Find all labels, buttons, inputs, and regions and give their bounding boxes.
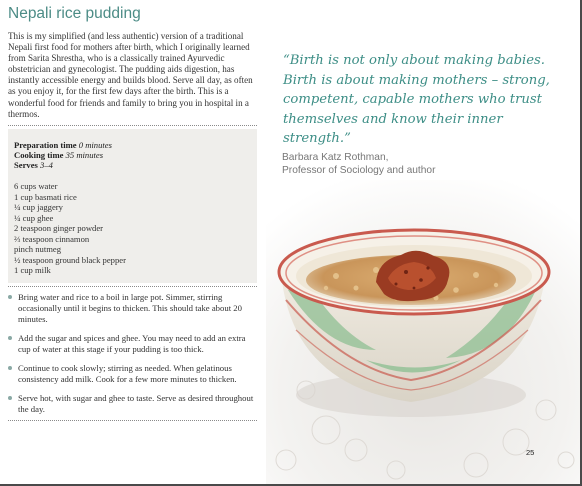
ingredient-item: pinch nutmeg bbox=[14, 244, 62, 254]
bullet-icon bbox=[8, 396, 12, 400]
method-step: Bring water and rice to a boil in large pot. Simmer, stirring occasionally until it begins to thicken. This should take about 20 minutes. bbox=[8, 292, 258, 325]
prep-time: Preparation time 0 minutes bbox=[14, 140, 112, 150]
bullet-icon bbox=[8, 295, 12, 299]
bullet-icon bbox=[8, 336, 12, 340]
ingredient-list bbox=[14, 181, 126, 276]
divider-bottom bbox=[8, 420, 257, 421]
pudding-bowl-photo bbox=[266, 180, 582, 484]
ingredient-item: ⅔ teaspoon cinnamon bbox=[14, 233, 90, 244]
page-number: 25 bbox=[526, 448, 535, 457]
ingredient-item: 1 cup basmati rice bbox=[14, 191, 77, 202]
ingredient-item: 2 teaspoon ginger powder bbox=[14, 223, 104, 233]
divider-mid bbox=[8, 286, 257, 287]
quote-attribution bbox=[282, 152, 435, 177]
method-step: Add the sugar and spices and ghee. You may need to add an extra cup of water at this stage if your pudding is too thick. bbox=[8, 333, 258, 355]
cook-time: Cooking time 35 minutes bbox=[14, 150, 104, 160]
method-step: Continue to cook slowly; stirring as needed. When gelatinous consistency add milk. Cook for a few more minutes to thicken. bbox=[8, 363, 258, 385]
divider-top bbox=[8, 125, 257, 126]
right-page bbox=[266, 0, 582, 486]
ingredient-item: ¼ cup jaggery bbox=[14, 202, 63, 212]
method-steps bbox=[8, 292, 258, 423]
ingredient-item: 6 cups water bbox=[14, 181, 58, 191]
author-name: Barbara Katz Rothman, bbox=[282, 152, 389, 163]
bullet-icon bbox=[8, 366, 12, 370]
ingredient-item: ½ teaspoon ground black pepper bbox=[14, 254, 126, 265]
ingredient-item: 1 cup milk bbox=[14, 265, 51, 275]
method-step: Serve hot, with sugar and ghee to taste. Serve as desired throughout the day. bbox=[8, 393, 258, 415]
serves: Serves 3–4 bbox=[14, 160, 53, 170]
ingredient-item: ¼ cup ghee bbox=[14, 212, 54, 223]
left-page bbox=[0, 0, 266, 486]
recipe-title: Nepali rice pudding bbox=[8, 5, 141, 22]
recipe-info-box bbox=[8, 129, 257, 283]
pull-quote: “Birth is not only about making babies. Birth is about making mothers – strong, competent, capable mothers who trust themselves and know their inner strength.” bbox=[283, 53, 550, 146]
recipe-intro: This is my simplified (and less authentic) version of a traditional Nepali first food for mothers after birth, which I originally learned from Sarita Shrestha, who is a classically trained Ayurvedic obstetrician and gynecologist. The pudding aids digestion, has instantly accessible energy and builds blood. Serve all day, as often as you enjoy it, for the first few days after the birth. This is a wonderful food for friends and family to bring you in hospital in a thermos. bbox=[8, 31, 253, 119]
author-title: Professor of Sociology and author bbox=[282, 164, 436, 176]
recipe-meta bbox=[14, 140, 112, 170]
